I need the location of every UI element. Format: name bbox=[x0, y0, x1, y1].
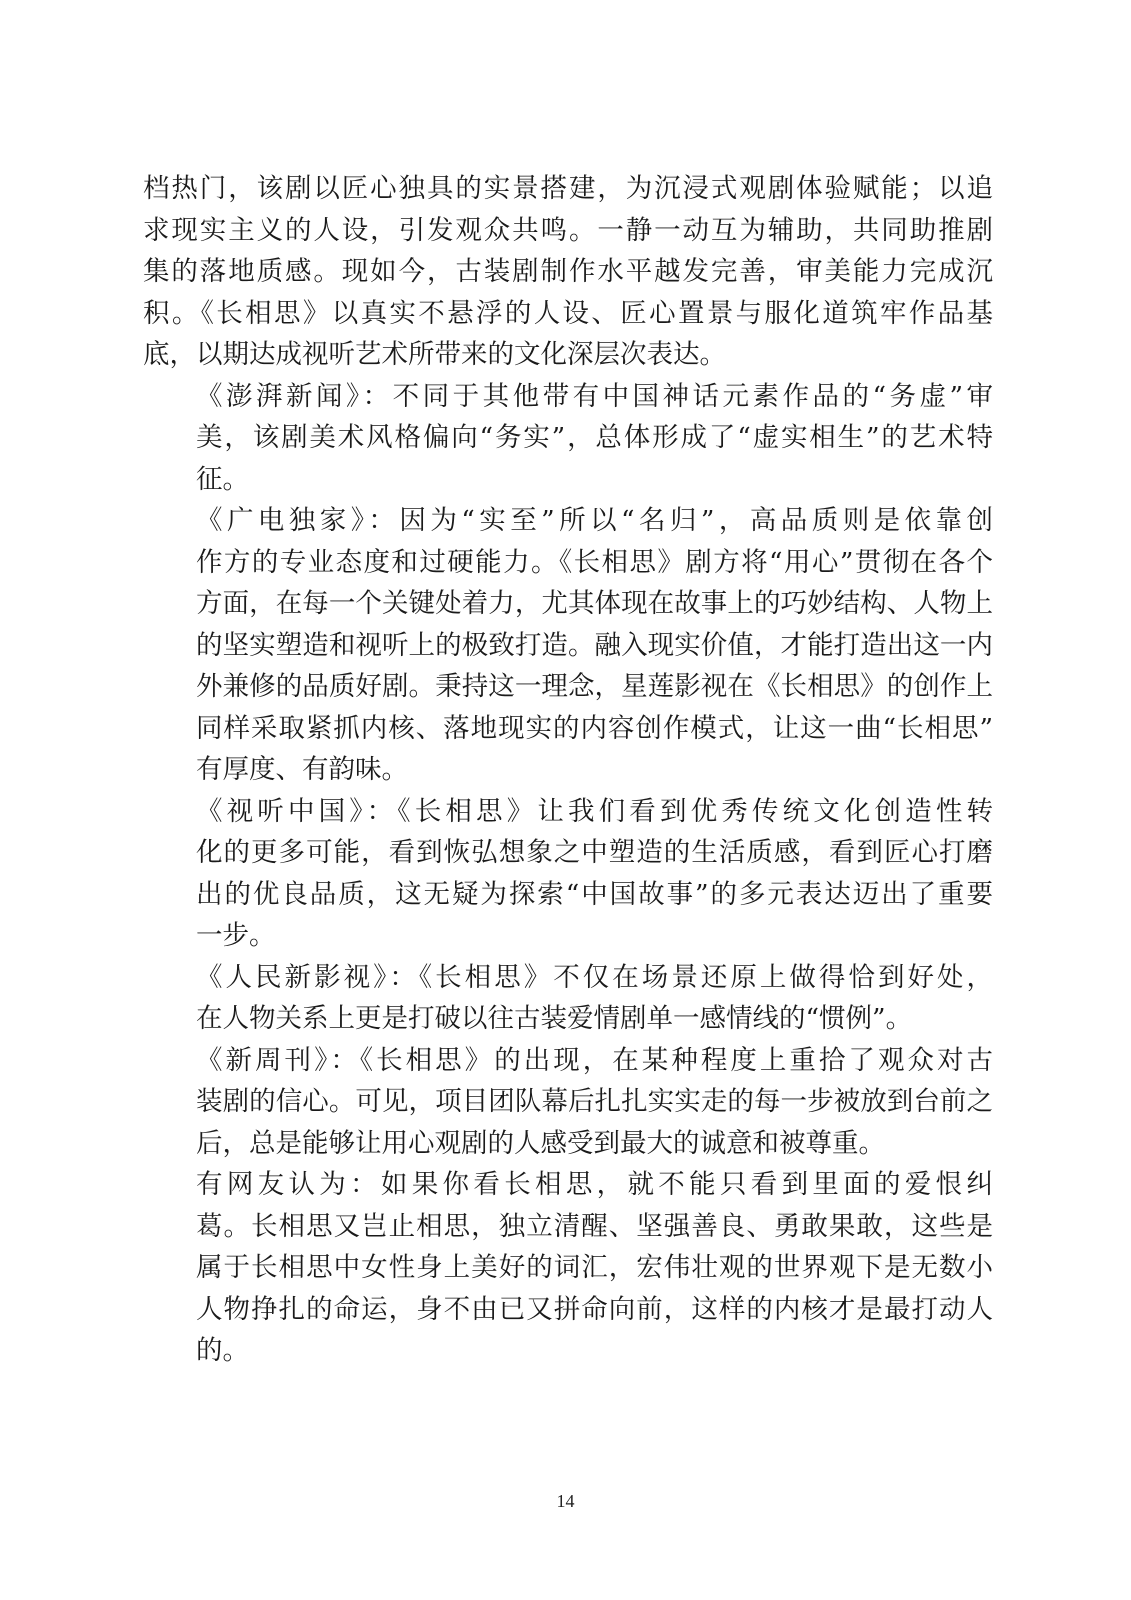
text-line: 人物挣扎的命运，身不由已又拼命向前，这样的内核才是最打动人 bbox=[196, 1293, 993, 1325]
text-line: 属于长相思中女性身上美好的词汇，宏伟壮观的世界观下是无数小 bbox=[196, 1252, 993, 1283]
paragraph bbox=[143, 957, 993, 1040]
text-line: 装剧的信心。可见，项目团队幕后扎扎实实走的每一步被放到台前之 bbox=[196, 1086, 993, 1117]
paragraph bbox=[143, 1040, 993, 1165]
text-line: 集的落地质感。现如今，古装剧制作水平越发完善，审美能力完成沉 bbox=[143, 256, 993, 287]
text-line: 一步。 bbox=[196, 920, 276, 951]
text-line: 征。 bbox=[196, 463, 249, 495]
text-line: 美，该剧美术风格偏向“务实”，总体形成了“虚实相生”的艺术特 bbox=[196, 422, 993, 453]
text-line: 化的更多可能，看到恢弘想象之中塑造的生活质感，看到匠心打磨 bbox=[196, 837, 993, 868]
text-line: 求现实主义的人设，引发观众共鸣。一静一动互为辅助，共同助推剧 bbox=[143, 214, 993, 246]
paragraph bbox=[143, 500, 993, 791]
text-line: 同样采取紧抓内核、落地现实的内容创作模式，让这一曲“长相思” bbox=[196, 712, 993, 744]
text-line: 出的优良品质，这无疑为探索“中国故事”的多元表达迈出了重要 bbox=[196, 878, 993, 910]
paragraph bbox=[143, 376, 993, 501]
text-line: 作方的专业态度和过硬能力。《长相思》剧方将“用心”贯彻在各个 bbox=[196, 546, 993, 578]
text-line: 方面，在每一个关键处着力，尤其体现在故事上的巧妙结构、人物上 bbox=[196, 588, 993, 619]
paragraph bbox=[143, 1164, 993, 1372]
text-line: 《澎湃新闻》：不同于其他带有中国神话元素作品的“务虚”审 bbox=[196, 380, 993, 412]
text-line: 有厚度、有韵味。 bbox=[196, 754, 408, 785]
paragraph bbox=[143, 791, 993, 957]
text-line: 葛。长相思又岂止相思，独立清醒、坚强善良、勇敢果敢，这些是 bbox=[196, 1210, 993, 1242]
paragraph bbox=[143, 168, 993, 376]
text-line: 《视听中国》：《长相思》让我们看到优秀传统文化创造性转 bbox=[196, 795, 993, 827]
text-line: 的坚实塑造和视听上的极致打造。融入现实价值，才能打造出这一内 bbox=[196, 629, 993, 661]
text-line: 《新周刊》：《长相思》的出现，在某种程度上重拾了观众对古 bbox=[196, 1044, 993, 1076]
text-line: 《广电独家》：因为“实至”所以“名归”，高品质则是依靠创 bbox=[196, 505, 993, 536]
text-line: 外兼修的品质好剧。秉持这一理念，星莲影视在《长相思》的创作上 bbox=[196, 671, 993, 702]
text-line: 的。 bbox=[196, 1335, 249, 1366]
text-line: 底，以期达成视听艺术所带来的文化深层次表达。 bbox=[143, 339, 726, 370]
text-line: 积。《长相思》以真实不悬浮的人设、匠心置景与服化道筑牢作品基 bbox=[143, 297, 993, 329]
text-line: 在人物关系上更是打破以往古装爱情剧单一感情线的“惯例”。 bbox=[196, 1003, 913, 1034]
text-line: 有网友认为：如果你看长相思，就不能只看到里面的爱恨纠 bbox=[196, 1169, 993, 1200]
text-line: 档热门，该剧以匠心独具的实景搭建，为沉浸式观剧体验赋能；以追 bbox=[143, 173, 993, 204]
document-body bbox=[143, 168, 993, 1372]
text-line: 后，总是能够让用心观剧的人感受到最大的诚意和被尊重。 bbox=[196, 1127, 885, 1159]
text-line: 《人民新影视》：《长相思》不仅在场景还原上做得恰到好处， bbox=[196, 961, 993, 993]
page-number: 14 bbox=[556, 1491, 575, 1511]
